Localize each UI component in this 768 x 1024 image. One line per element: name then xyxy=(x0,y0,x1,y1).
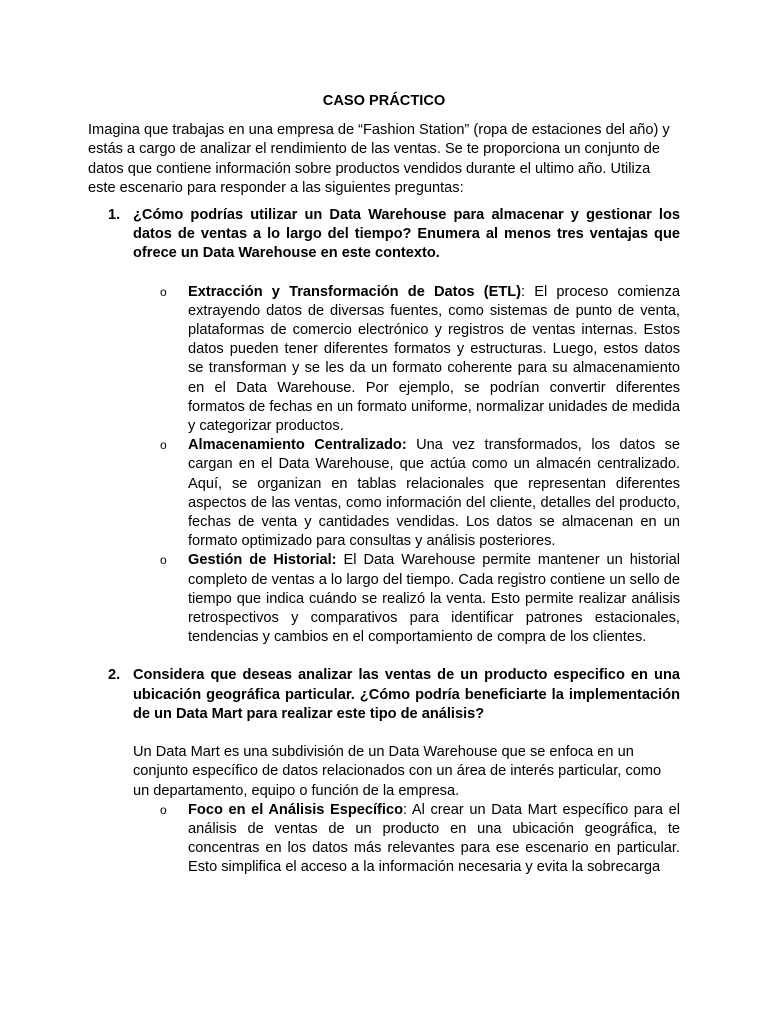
answer-item-focus xyxy=(88,801,680,878)
answer-list xyxy=(133,801,680,878)
answer-lead: Almacenamiento Centralizado: xyxy=(188,437,407,454)
bullet-icon: o xyxy=(160,284,167,299)
answer-item-history xyxy=(88,551,680,647)
answer-lead: Foco en el Análisis Específico xyxy=(188,801,403,818)
answer-text: : El proceso comienza extrayendo datos de diversas fuentes, como sistemas de punto de venta, plataformas de comercio electrónico y registros de ventas internas. Estos datos pueden tener diferentes formatos y estructuras. Luego, estos datos se transforman y se les da un formato coherente para su almacenamiento en el Data Warehouse. Por ejemplo, se podrían convertir diferentes formatos de fechas en un formato uniforme, normalizar unidades de medida y categorizar productos. xyxy=(188,283,681,435)
answer-lead: Gestión de Historial: xyxy=(188,552,337,569)
question-2 xyxy=(88,666,680,877)
intro-paragraph: Imagina que trabajas en una empresa de “Fashion Station” (ropa de estaciones del año) y estás a cargo de analizar el rendimiento de las ventas. Se te proporciona un conjunto de datos que contiene información sobre productos vendidos durante el ultimo año. Utiliza este escenario para responder a las siguientes preguntas: xyxy=(88,122,670,196)
document-page xyxy=(88,92,680,878)
answer-text: : Al crear un Data Mart específico para el análisis de ventas de un producto en una ubicación geográfica, te concentras en los datos más relevantes para ese escenario en particular. Esto simplifica el acceso a la información necesaria y evita la sobrecarga xyxy=(188,801,681,876)
question-text: ¿Cómo podrías utilizar un Data Warehouse para almacenar y gestionar los datos de ventas a lo largo del tiempo? Enumera al menos tres ventajas que ofrece un Data Warehouse en este contexto. xyxy=(133,207,680,262)
answer-item-etl xyxy=(88,283,680,437)
bullet-icon: o xyxy=(160,438,167,453)
answer-item-storage xyxy=(88,436,680,551)
answer-paragraph: Un Data Mart es una subdivisión de un Data Warehouse que se enfoca en un conjunto específico de datos relacionados con un área de interés particular, como un departamento, equipo o función de la empresa. xyxy=(133,744,662,799)
question-1 xyxy=(88,206,680,647)
question-text: Considera que deseas analizar las ventas de un producto especifico en una ubicación geográfica particular. ¿Cómo podría beneficiarte la implementación de un Data Mart para realizar este tipo de análisis? xyxy=(133,667,680,722)
answer-text: Una vez transformados, los datos se cargan en el Data Warehouse, que actúa como un almacén centralizado. Aquí, se organizan en tablas relacionales que representan diferentes aspectos de las ventas, como información del cliente, detalles del producto, fechas de venta y cantidades vendidas. Los datos se almacenan en un formato optimizado para consultas y análisis posteriores. xyxy=(188,437,680,550)
question-number: 2. xyxy=(108,667,121,684)
document-title: CASO PRÁCTICO xyxy=(322,93,446,109)
bullet-icon: o xyxy=(160,553,167,568)
question-number: 1. xyxy=(108,207,121,224)
answer-lead: Extracción y Transformación de Datos (ETL) xyxy=(188,283,522,300)
answer-list xyxy=(133,283,680,648)
answer-text: El Data Warehouse permite mantener un historial completo de ventas a lo largo del tiempo. Cada registro contiene un sello de tiempo que indica cuándo se realizó la venta. Esto permite realizar análisis retrospectivos y comparativos para identificar patrones estacionales, tendencias y cambios en el comportamiento de compra de los clientes. xyxy=(188,552,681,646)
bullet-icon: o xyxy=(160,802,167,817)
question-list xyxy=(88,206,680,878)
